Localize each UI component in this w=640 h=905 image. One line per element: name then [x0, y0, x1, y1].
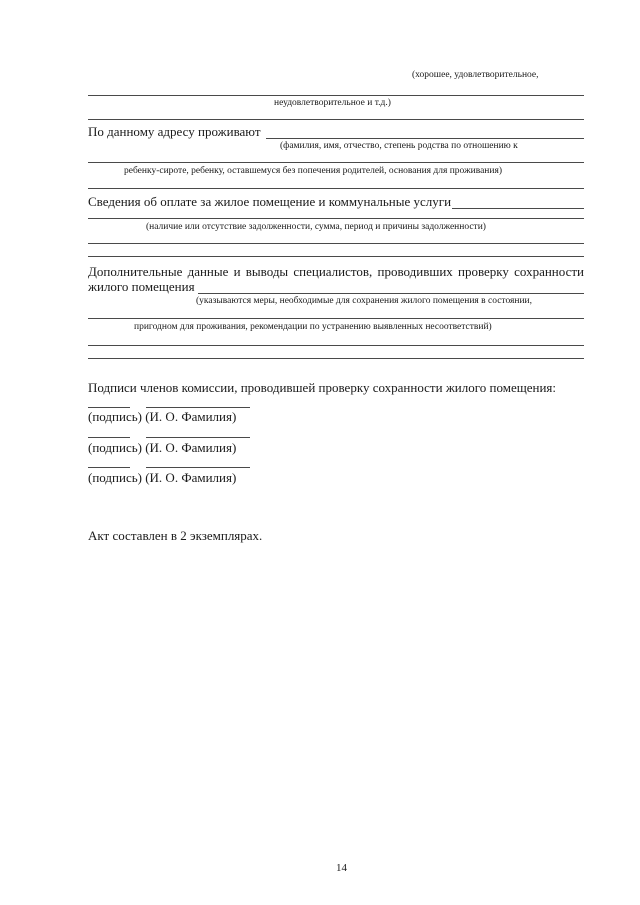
- condition-hint-2: неудовлетворительное и т.д.): [274, 98, 391, 108]
- page-number: 14: [336, 862, 347, 874]
- residents-label: По данному адресу проживают: [88, 124, 261, 139]
- name-line[interactable]: [146, 467, 250, 468]
- residents-field-line-2[interactable]: [88, 162, 584, 163]
- signature-entry: (подпись) (И. О. Фамилия): [88, 470, 237, 485]
- copies-note: Акт составлен в 2 экземплярах.: [88, 528, 263, 543]
- residents-hint-1: (фамилия, имя, отчество, степень родства по отношению к: [280, 141, 518, 151]
- residents-field-line[interactable]: [266, 138, 584, 139]
- signatures-title: Подписи членов комиссии, проводившей проверку сохранности жилого помещения:: [88, 380, 556, 395]
- signature-entry: (подпись) (И. О. Фамилия): [88, 409, 237, 424]
- payment-field-line-3[interactable]: [88, 243, 584, 244]
- signature-line[interactable]: [88, 407, 130, 408]
- residents-hint-2: ребенку-сироте, ребенку, оставшемуся без попечения родителей, основания для проживания): [124, 166, 502, 176]
- divider-line: [88, 119, 584, 120]
- additional-field-line-2[interactable]: [88, 318, 584, 319]
- additional-field-line-3[interactable]: [88, 345, 584, 346]
- payment-label: Сведения об оплате за жилое помещение и коммунальные услуги: [88, 194, 452, 209]
- signature-line[interactable]: [88, 467, 130, 468]
- payment-hint: (наличие или отсутствие задолженности, сумма, период и причины задолженности): [146, 222, 486, 232]
- payment-field-line-2[interactable]: [88, 218, 584, 219]
- condition-field-line: [88, 95, 584, 96]
- signature-line[interactable]: [88, 437, 130, 438]
- payment-field-line[interactable]: [452, 208, 584, 209]
- signature-entry: (подпись) (И. О. Фамилия): [88, 440, 237, 455]
- condition-hint-1: (хорошее, удовлетворительное,: [412, 70, 539, 80]
- additional-hint-1: (указываются меры, необходимые для сохранения жилого помещения в состоянии,: [196, 296, 533, 306]
- divider-line: [88, 188, 584, 189]
- name-line[interactable]: [146, 437, 250, 438]
- name-line[interactable]: [146, 407, 250, 408]
- additional-field-line-4[interactable]: [88, 358, 584, 359]
- additional-field-line[interactable]: [198, 293, 584, 294]
- additional-hint-2: пригодном для проживания, рекомендации по устранению выявленных несоответствий): [134, 322, 492, 332]
- additional-label-1: Дополнительные данные и выводы специалистов, проводивших проверку сохранности: [88, 264, 584, 279]
- divider-line: [88, 256, 584, 257]
- additional-label-2: жилого помещения: [88, 279, 195, 294]
